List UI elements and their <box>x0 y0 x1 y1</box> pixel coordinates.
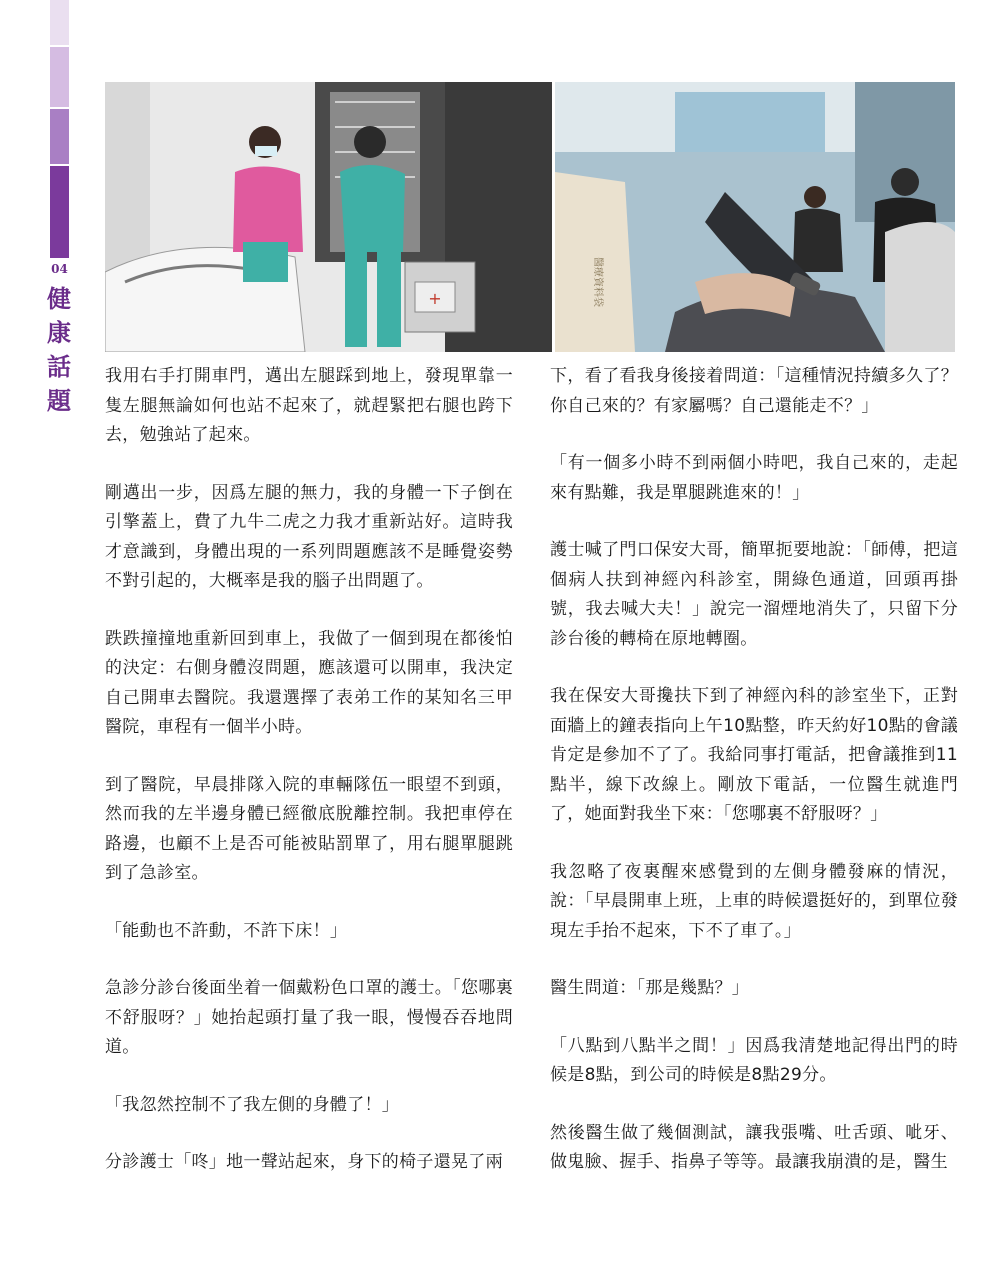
section-title-char: 題 <box>47 386 71 415</box>
photo-hospital-patient <box>555 82 955 352</box>
article-paragraph: 我忽略了夜裏醒來感覺到的左側身體發麻的情況，說：「早晨開車上班，上車的時候還挺好的，到單位發現左手抬不起來，下不了車了。」 <box>550 861 958 941</box>
sidebar-tab-light <box>50 0 69 45</box>
photo-emergency-nurses-illustration <box>105 82 552 352</box>
article-right-column <box>550 362 958 1206</box>
sidebar-tab-violet <box>50 109 69 164</box>
sidebar-tab-lavender <box>50 47 69 107</box>
article-paragraph: 急診分診台後面坐着一個戴粉色口罩的護士。「您哪裏不舒服呀？」她抬起頭打量了我一眼，慢慢吞吞地問道。 <box>105 978 513 1057</box>
section-title-char: 康 <box>47 318 71 347</box>
article-paragraph: 然後醫生做了幾個測試，讓我張嘴、吐舌頭、呲牙、做鬼臉、握手、指鼻子等等。最讓我崩潰的是，醫生 <box>550 1122 958 1172</box>
article-left-column <box>105 362 513 1206</box>
article-paragraph: 我在保安大哥攙扶下到了神經內科的診室坐下，正對面牆上的鐘表指向上午10點整，昨天約好10點的會議肯定是參加不了了。我給同事打電話，把會議推到11點半，線下改線上。剛放下電話，一位醫生就進門了，她面對我坐下來：「您哪裏不舒服呀？」 <box>550 686 958 824</box>
section-title-char: 健 <box>47 284 71 313</box>
article-paragraph: 「有一個多小時不到兩個小時吧，我自己來的，走起來有點難，我是單腿跳進來的！」 <box>550 453 958 503</box>
pink-scrub <box>233 166 303 252</box>
cart-cross-icon: + <box>428 289 442 308</box>
sidebar-tab-purple <box>50 166 69 258</box>
article-paragraph: 剛邁出一步，因爲左腿的無力，我的身體一下子倒在引擎蓋上，費了九牛二虎之力我才重新站好。這時我才意識到，身體出現的一系列問題應該不是睡覺姿勢不對引起的，大概率是我的腦子出問題了。 <box>105 482 513 591</box>
article-paragraph: 下，看了看我身後接着問道：「這種情況持續多久了？你自己來的？有家屬嗎？自己還能走不？」 <box>550 366 958 416</box>
article-paragraph: 跌跌撞撞地重新回到車上，我做了一個到現在都後怕的決定：右側身體沒問題，應該還可以開車，我決定自己開車去醫院。我還選擇了表弟工作的某知名三甲醫院，車程有一個半小時。 <box>105 628 513 737</box>
article-paragraph: 我用右手打開車門，邁出左腿踩到地上，發現單靠一隻左腿無論如何也站不起來了，就趕緊把右腿也跨下去，勉強站了起來。 <box>105 366 513 445</box>
svg-text:醫療資料袋: 醫療資料袋 <box>592 257 603 307</box>
section-title-char: 話 <box>47 352 71 381</box>
teal-scrub <box>340 165 405 252</box>
photo-emergency-nurses <box>105 82 552 352</box>
photo-hospital-patient-illustration <box>555 82 955 352</box>
article-paragraph: 「八點到八點半之間！」因爲我清楚地記得出門的時候是8點，到公司的時候是8點29分。 <box>550 1035 958 1085</box>
article-paragraph: 醫生問道：「那是幾點？」 <box>550 978 750 998</box>
article-paragraph: 護士喊了門口保安大哥，簡單扼要地說：「師傅，把這個病人扶到神經內科診室，開綠色通道，回頭再掛號，我去喊大夫！」說完一溜煙地消失了，只留下分診台後的轉椅在原地轉圈。 <box>550 540 958 649</box>
page-number: 04 <box>51 262 68 276</box>
article-paragraph: 分診護士「咚」地一聲站起來，身下的椅子還晃了兩 <box>105 1152 503 1172</box>
article-paragraph: 「我忽然控制不了我左側的身體了！」 <box>105 1094 400 1115</box>
article-paragraph: 「能動也不許動，不許下床！」 <box>105 920 348 941</box>
section-title <box>46 282 72 418</box>
article-paragraph: 到了醫院，早晨排隊入院的車輛隊伍一眼望不到頭，然而我的左半邊身體已經徹底脫離控制。我把車停在路邊，也顧不上是否可能被貼罰單了，用右腿單腿跳到了急診室。 <box>105 774 513 883</box>
